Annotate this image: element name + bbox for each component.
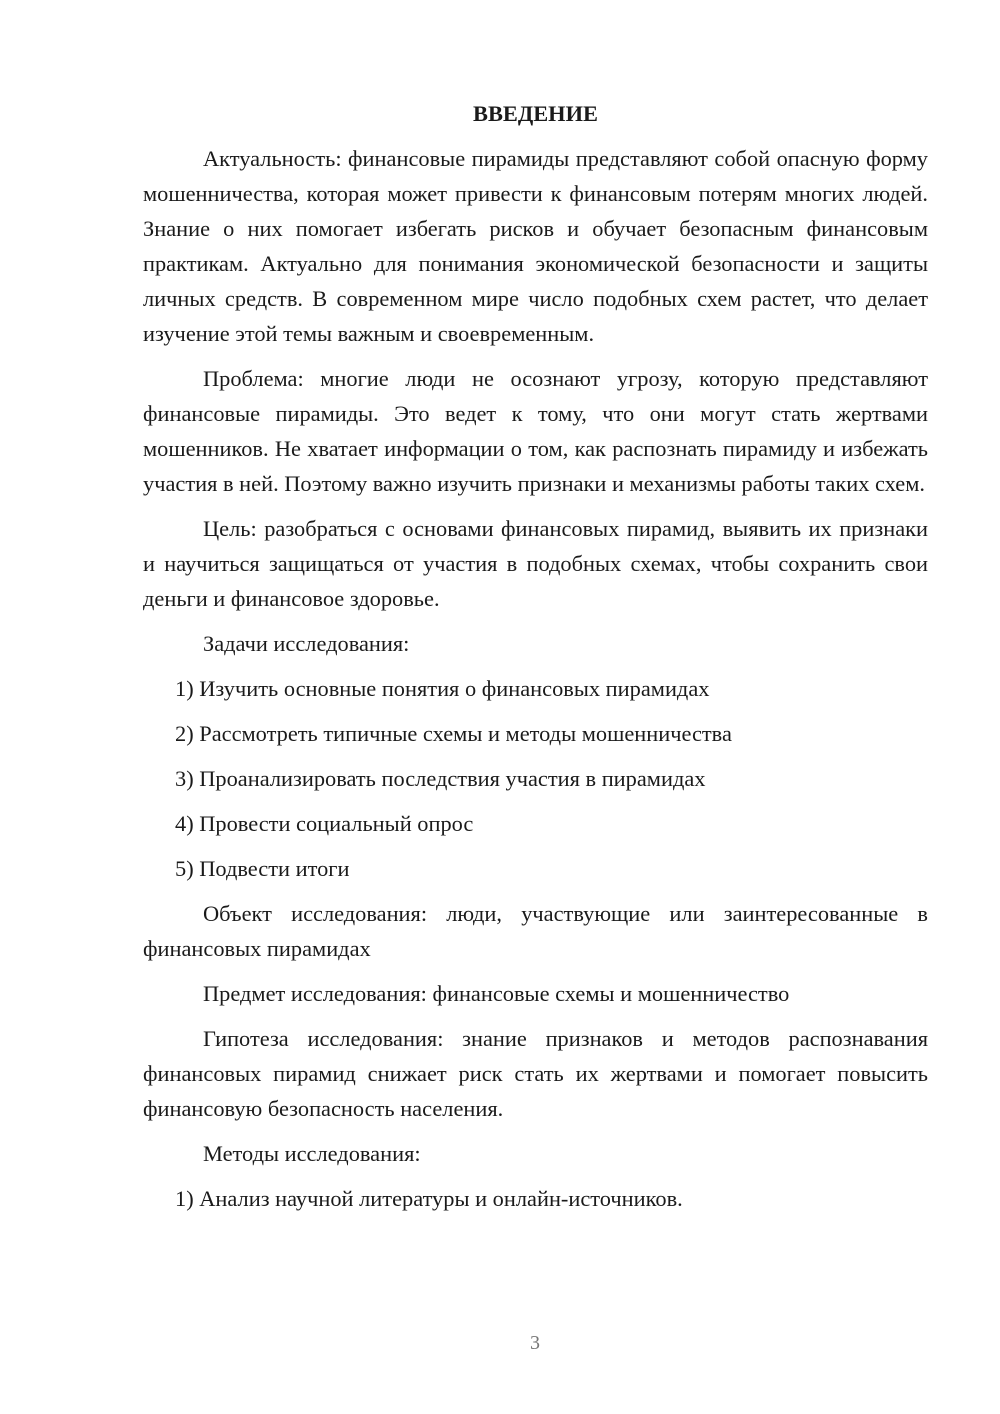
paragraph-subject: Предмет исследования: финансовые схемы и мошенничество [203, 981, 790, 1006]
task-item: 4) Провести социальный опрос [175, 811, 474, 836]
tasks-label: Задачи исследования: [203, 631, 410, 656]
methods-label: Методы исследования: [203, 1141, 421, 1166]
section-heading: ВВЕДЕНИЕ [473, 101, 598, 126]
paragraph-relevance: Актуальность: финансовые пирамиды представляют собой опасную форму мошенничества, которая может привести к финансовым потерям многих людей. Знание о них помогает избегать рисков и обучает безопасным финансовым практикам. Актуально для понимания экономической безопасности и защиты личных средств. В современном мире число подобных схем растет, что делает изучение этой темы важным и своевременным. [143, 146, 928, 346]
paragraph-goal: Цель: разобраться с основами финансовых пирамид, выявить их признаки и научиться защищаться от участия в подобных схемах, чтобы сохранить свои деньги и финансовое здоровье. [143, 516, 928, 611]
tasks-list [143, 671, 928, 886]
document-page [143, 96, 928, 1226]
task-item: 5) Подвести итоги [175, 856, 350, 881]
task-item: 1) Изучить основные понятия о финансовых пирамидах [175, 676, 710, 701]
paragraph-problem: Проблема: многие люди не осознают угрозу, которую представляют финансовые пирамиды. Это ведет к тому, что они могут стать жертвами мошенников. Не хватает информации о том, как распознать пирамиду и избежать участия в ней. Поэтому важно изучить признаки и механизмы работы таких схем. [143, 366, 928, 496]
paragraph-hypothesis: Гипотеза исследования: знание признаков и методов распознавания финансовых пирамид снижает риск стать их жертвами и помогает повысить финансовую безопасность населения. [143, 1026, 928, 1121]
methods-list [143, 1181, 928, 1216]
task-item: 2) Рассмотреть типичные схемы и методы мошенничества [175, 721, 732, 746]
method-item: 1) Анализ научной литературы и онлайн-источников. [175, 1186, 683, 1211]
page-number: 3 [530, 1332, 540, 1354]
paragraph-object: Объект исследования: люди, участвующие или заинтересованные в финансовых пирамидах [143, 901, 928, 961]
task-item: 3) Проанализировать последствия участия в пирамидах [175, 766, 706, 791]
